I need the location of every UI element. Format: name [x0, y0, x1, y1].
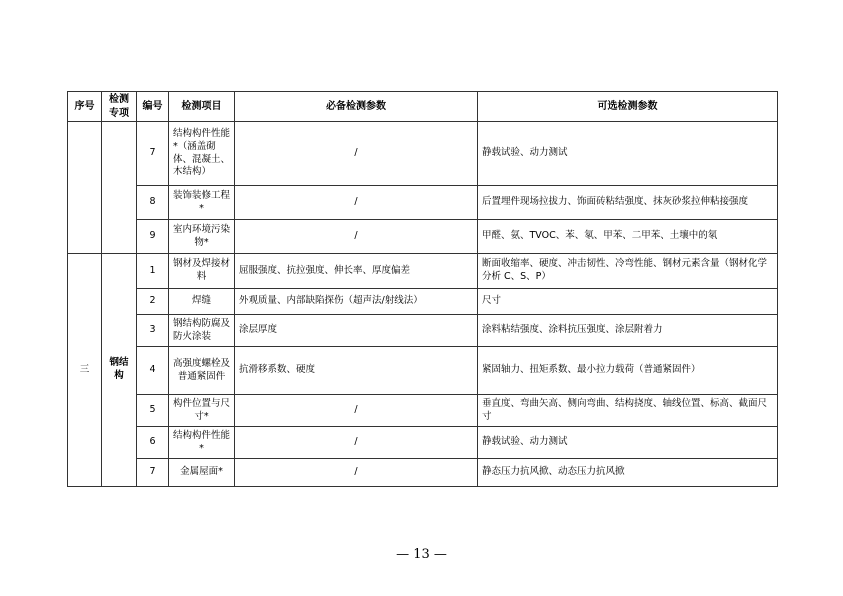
row-num: 2 — [137, 289, 169, 315]
row-num: 3 — [137, 315, 169, 347]
header-num: 编号 — [137, 92, 169, 122]
table-row — [68, 315, 778, 347]
row-optional: 静载试验、动力测试 — [478, 427, 778, 459]
header-required: 必备检测参数 — [235, 92, 478, 122]
category-cell-empty — [102, 122, 137, 254]
row-optional: 断面收缩率、硬度、冲击韧性、冷弯性能、钢材元素含量（钢材化学分析 C、S、P） — [478, 254, 778, 289]
row-optional: 甲醛、氨、TVOC、苯、氡、甲苯、二甲苯、土壤中的氡 — [478, 220, 778, 254]
row-required: / — [235, 220, 478, 254]
row-required: / — [235, 395, 478, 427]
header-optional: 可选检测参数 — [478, 92, 778, 122]
row-num: 7 — [137, 459, 169, 487]
row-optional: 紧固轴力、扭矩系数、最小拉力载荷（普通紧固件） — [478, 347, 778, 395]
category-cell: 钢结构 — [102, 254, 137, 487]
row-optional: 尺寸 — [478, 289, 778, 315]
table-row — [68, 186, 778, 220]
row-required: 屈服强度、抗拉强度、伸长率、厚度偏差 — [235, 254, 478, 289]
table-row — [68, 220, 778, 254]
seq-cell: 三 — [68, 254, 102, 487]
header-item: 检测项目 — [169, 92, 235, 122]
seq-cell-empty — [68, 122, 102, 254]
row-required: 涂层厚度 — [235, 315, 478, 347]
inspection-parameters-table — [67, 91, 778, 487]
row-required: / — [235, 427, 478, 459]
row-item: 钢材及焊接材料 — [169, 254, 235, 289]
header-category: 检测专项 — [102, 92, 137, 122]
row-optional: 静载试验、动力测试 — [478, 122, 778, 186]
row-num: 1 — [137, 254, 169, 289]
row-item: 焊缝 — [169, 289, 235, 315]
row-optional: 涂料粘结强度、涂料抗压强度、涂层附着力 — [478, 315, 778, 347]
header-seq: 序号 — [68, 92, 102, 122]
row-item: 钢结构防腐及防火涂装 — [169, 315, 235, 347]
row-item: 装饰装修工程* — [169, 186, 235, 220]
row-item: 金属屋面* — [169, 459, 235, 487]
table-row — [68, 395, 778, 427]
page-number: — 13 — — [396, 547, 447, 562]
table-row — [68, 427, 778, 459]
row-item: 结构构件性能*（涵盖砌体、混凝土、木结构） — [169, 122, 235, 186]
row-item: 室内环境污染物* — [169, 220, 235, 254]
row-required: / — [235, 122, 478, 186]
row-num: 9 — [137, 220, 169, 254]
row-num: 4 — [137, 347, 169, 395]
row-optional: 后置埋件现场拉拔力、饰面砖粘结强度、抹灰砂浆拉伸粘接强度 — [478, 186, 778, 220]
row-required: 抗滑移系数、硬度 — [235, 347, 478, 395]
row-required: / — [235, 459, 478, 487]
row-optional: 静态压力抗风掀、动态压力抗风掀 — [478, 459, 778, 487]
row-item: 构件位置与尺寸* — [169, 395, 235, 427]
table-row — [68, 289, 778, 315]
table-row — [68, 254, 778, 289]
row-num: 5 — [137, 395, 169, 427]
row-num: 6 — [137, 427, 169, 459]
table-row — [68, 459, 778, 487]
row-item: 高强度螺栓及普通紧固件 — [169, 347, 235, 395]
table-header-row — [68, 92, 778, 122]
row-required: / — [235, 186, 478, 220]
row-num: 8 — [137, 186, 169, 220]
table-row — [68, 122, 778, 186]
row-num: 7 — [137, 122, 169, 186]
row-item: 结构构件性能* — [169, 427, 235, 459]
row-required: 外观质量、内部缺陷探伤（超声法/射线法） — [235, 289, 478, 315]
table-row — [68, 347, 778, 395]
row-optional: 垂直度、弯曲矢高、侧向弯曲、结构挠度、轴线位置、标高、截面尺寸 — [478, 395, 778, 427]
